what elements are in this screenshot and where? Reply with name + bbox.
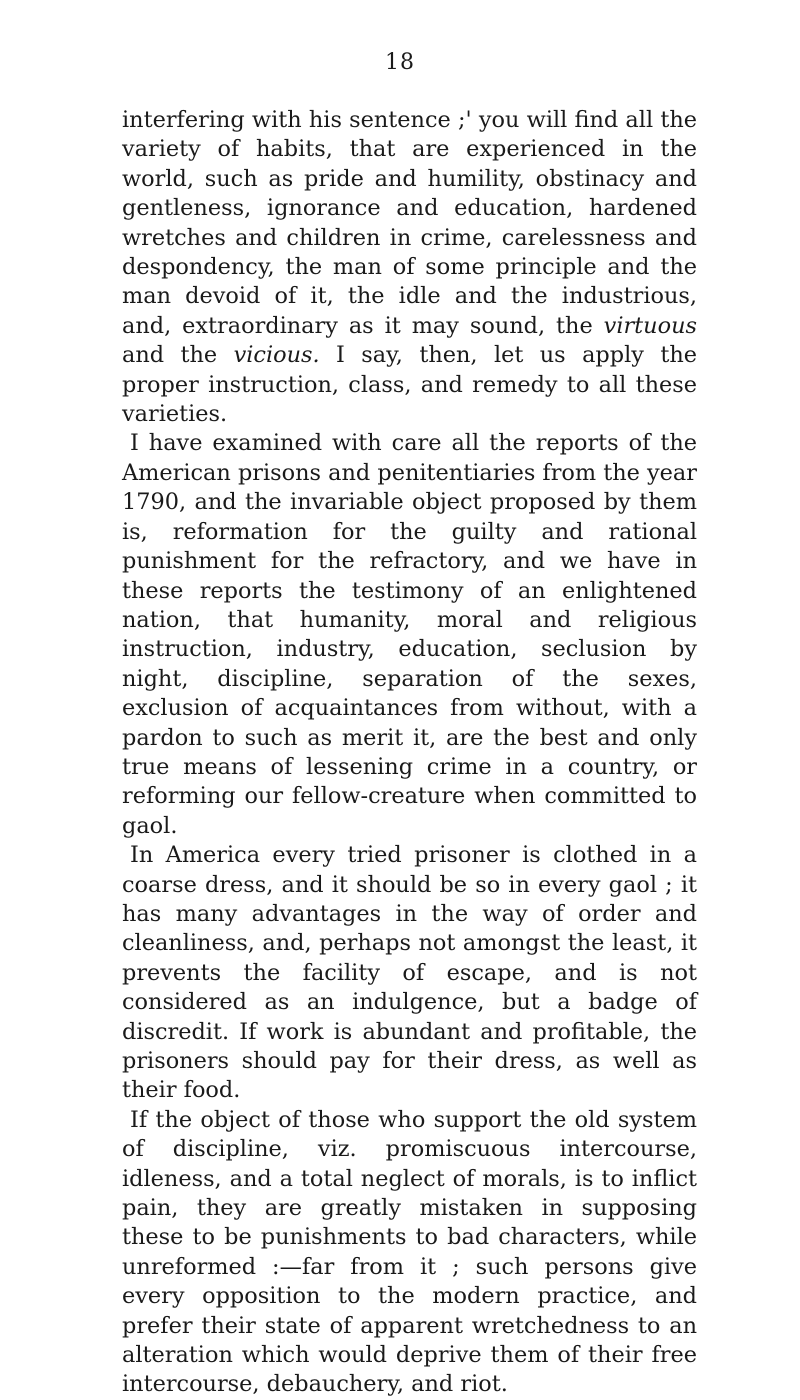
paragraph bbox=[122, 106, 697, 429]
body-text bbox=[122, 106, 697, 1400]
paragraph: I have examined with care all the reports of the American prisons and penitentiaries from the year 1790, and the invariable object proposed by them is, reformation for the guilty and rational punishment for the refractory, and we have in these reports the testimony of an enlightened nation, that humanity, moral and religious instruction, industry, education, seclusion by night, discipline, separation of the sexes, exclusion of acquaintances from without, with a pardon to such as merit it, are the best and only true means of lessening crime in a country, or reforming our fellow-creature when committed to gaol. bbox=[122, 430, 697, 839]
italic-word: vicious. bbox=[233, 342, 320, 369]
paragraph: If the object of those who support the old system of discipline, viz. promiscuous intercourse, idleness, and a total neglect of morals, is to inflict pain, they are greatly mistaken in supposing these to be punishments to bad characters, while unreformed :—far from it ; such persons give every opposition to the modern practice, and prefer their state of apparent wretchedness to an alteration which would deprive them of their free intercourse, debauchery, and riot. bbox=[122, 1106, 697, 1398]
text-run: I say, then, let us apply the proper instruction, class, and remedy to all these varieties. bbox=[122, 342, 697, 428]
italic-word: virtuous bbox=[603, 312, 697, 339]
text-run: interfering with his sentence ;' you will find all the variety of habits, that are experienced in the world, such as pride and humility, obstinacy and gentleness, ignorance and education, hardened wretches and children in crime, carelessness and despondency, the man of some principle and the man devoid of it, the idle and the industrious, and, extraordinary as it may sound, the bbox=[122, 107, 697, 339]
text-run: and the bbox=[122, 342, 234, 369]
page-number: 18 bbox=[385, 50, 415, 75]
paragraph: In America every tried prisoner is clothed in a coarse dress, and it should be so in every gaol ; it has many advantages in the way of order and cleanliness, and, perhaps not amongst the least, it prevents the facility of escape, and is not considered as an indulgence, but a badge of discredit. If work is abundant and profitable, the prisoners should pay for their dress, as well as their food. bbox=[122, 842, 697, 1104]
